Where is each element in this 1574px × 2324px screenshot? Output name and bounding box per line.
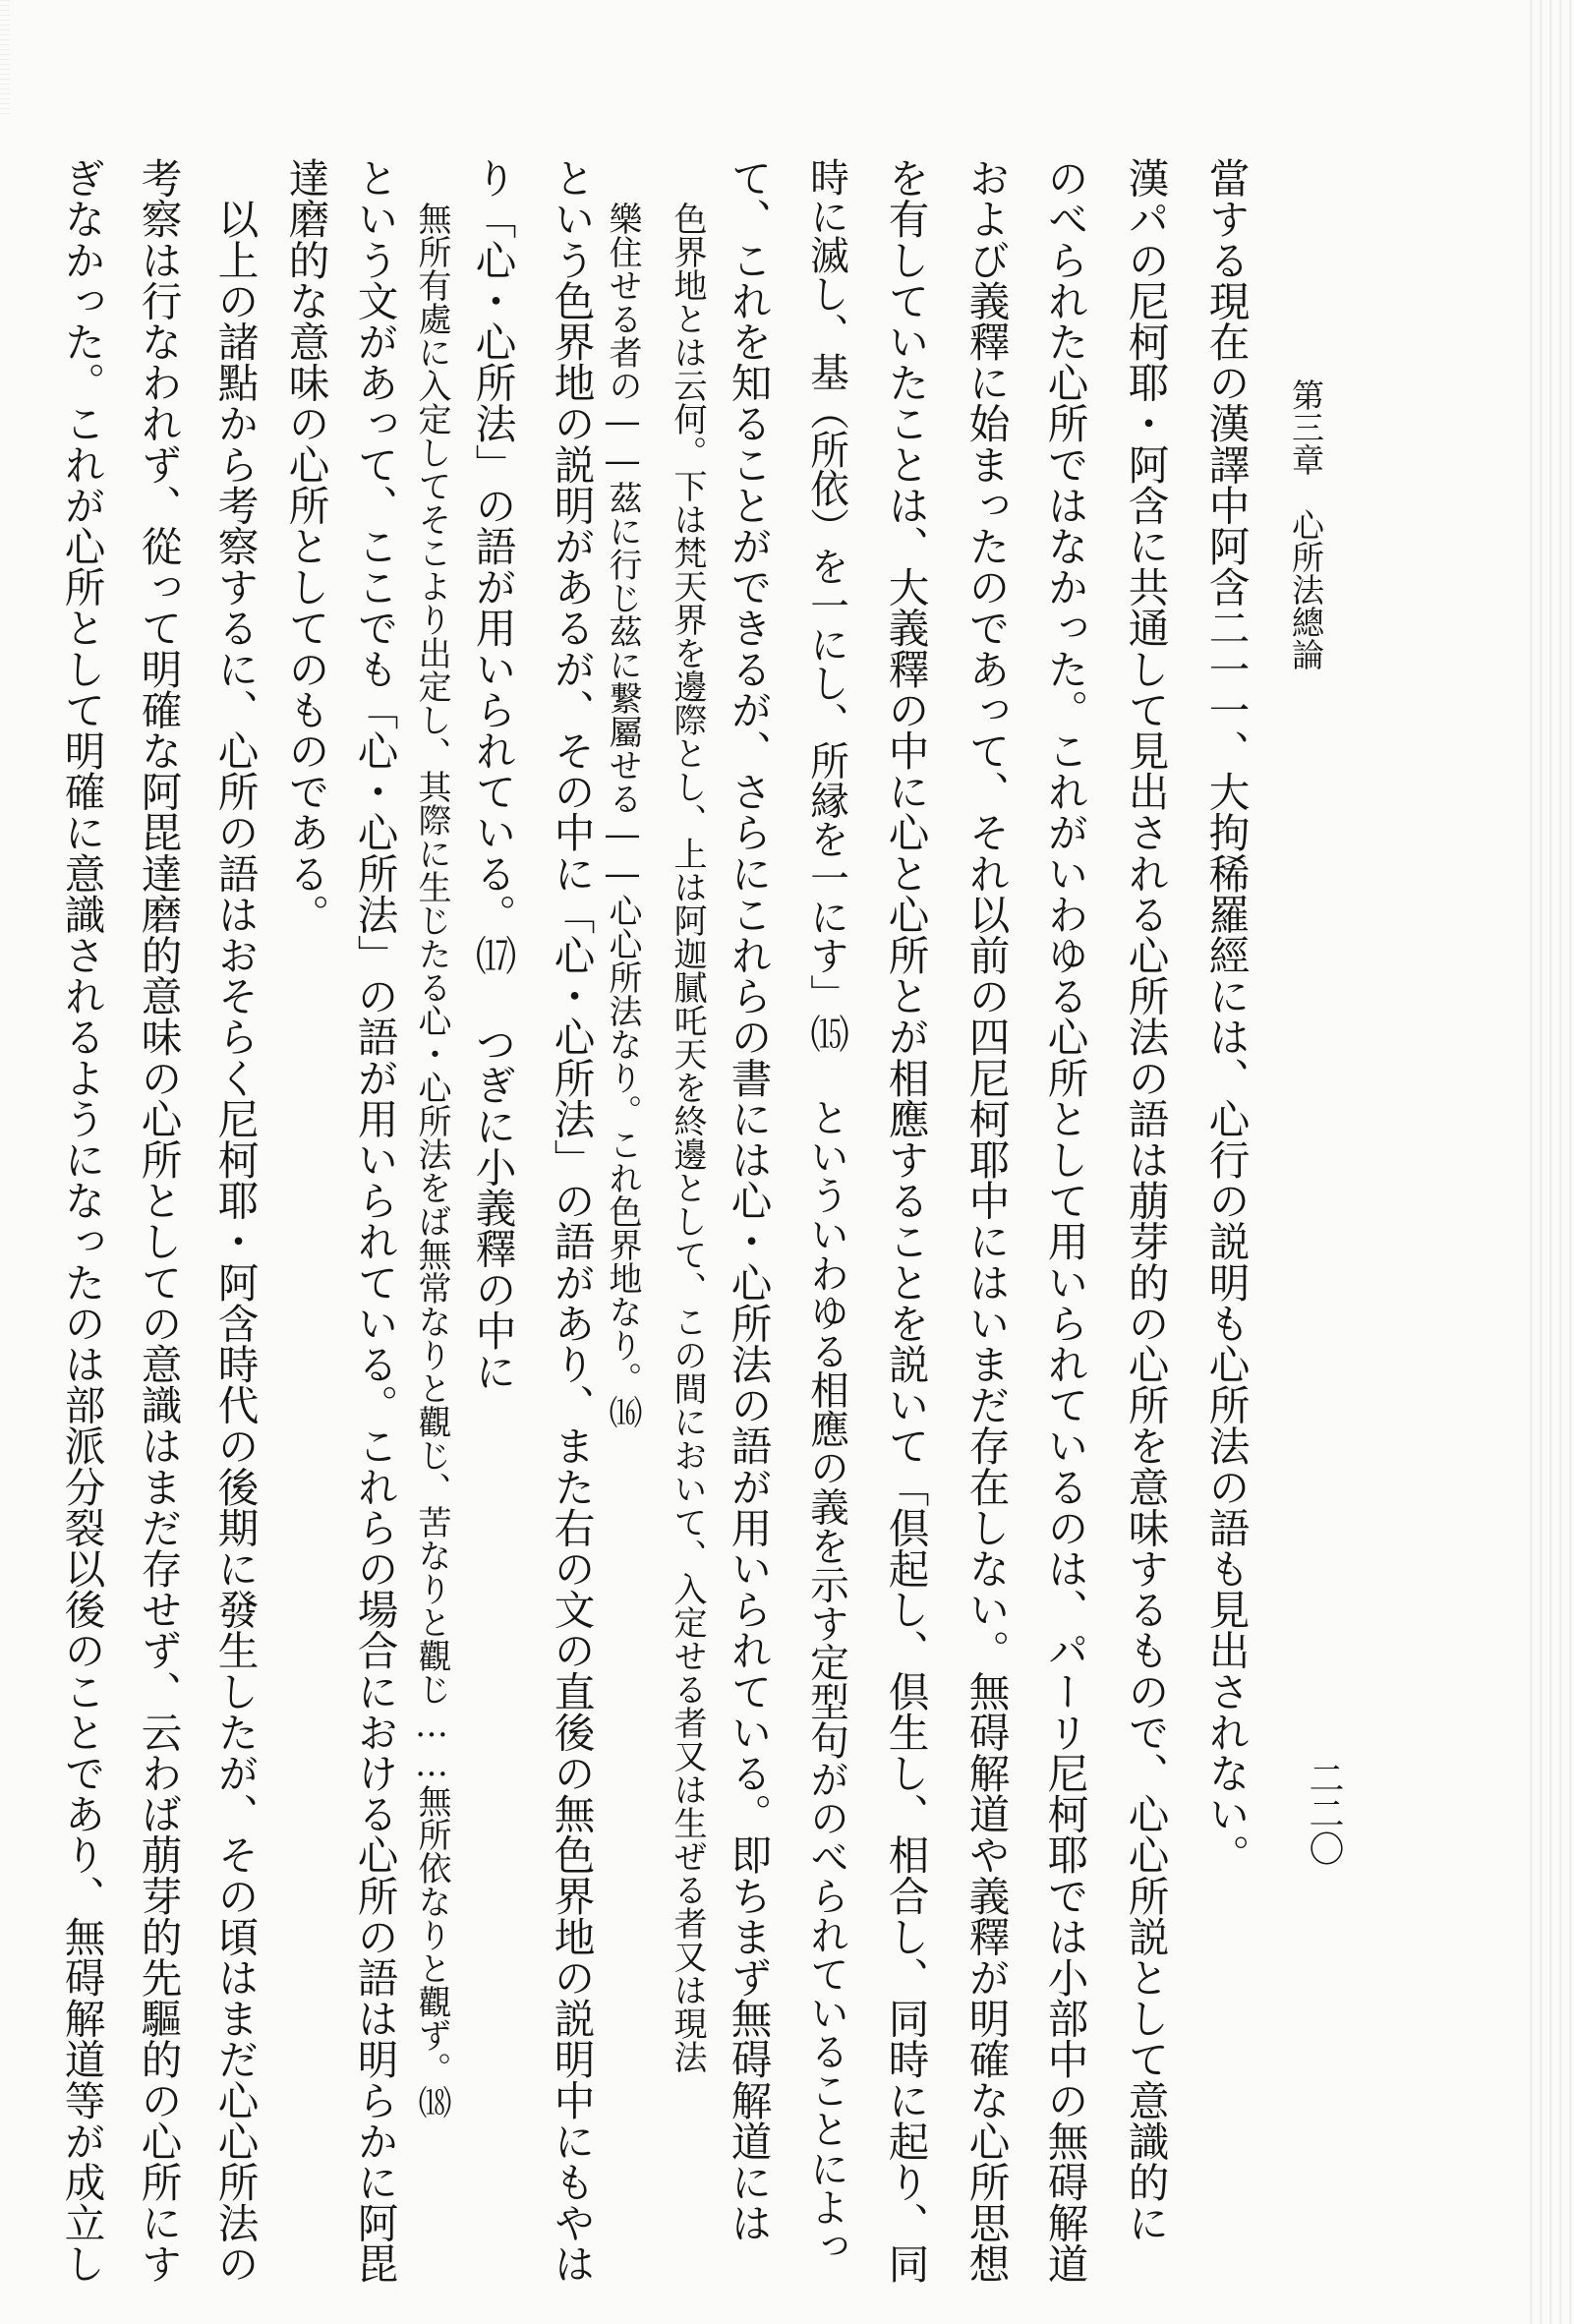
text-column-1: 當する現在の漢譯中阿含二一一、大拘稀羅經には、心行の説明も心所法の語も見出されない。 bbox=[1201, 157, 1251, 1876]
text-column-9: り「心・心所法」の語が用いられている。⒄ つぎに小義釋の中に bbox=[468, 157, 517, 1392]
scan-edge-left bbox=[0, 0, 10, 118]
text-column-7: て、これを知ることができるが、さらにこれらの書には心・心所法の語が用いられている。即ちまず無碍解道には bbox=[724, 157, 773, 2243]
text-column-14: ぎなかった。これが心所として明確に意識されるようになったのは部派分裂以後のことであり、無碍解道等が成立し bbox=[57, 157, 106, 2285]
text-column-6: 時に滅し、基（所依）を一にし、所縁を一にす」⒂ といういわゆる相應の義を示す定型句がのべられていることによっ bbox=[803, 157, 849, 2266]
text-column-3: のべられた心所ではなかった。これがいわゆる心所として用いられているのは、パーリ尼柯耶では小部中の無碍解道 bbox=[1040, 157, 1089, 2285]
quotation-column-1: 色界地とは云何。下は梵天界を邊際とし、上は阿迦膩吒天を終邊として、この間において、入定せる者又は生ぜる者又は現法 bbox=[668, 202, 707, 2073]
page-number: 二二〇 bbox=[1304, 1760, 1344, 1866]
text-column-5: を有していたことは、大義釋の中に心と心所とが相應することを説いて「倶起し、倶生し、相合し、同時に起り、同 bbox=[881, 157, 930, 2285]
book-spine-shadow bbox=[1523, 0, 1574, 2324]
quotation-column-3: 無所有處に入定してそこより出定し、其際に生じたる心・心所法をば無常なりと觀じ、苦なりと觀じ……無所依なりと觀ず。⒅ bbox=[412, 202, 451, 2119]
chapter-title: 第三章 心所法總論 bbox=[1287, 378, 1325, 670]
text-column-13: 考察は行なわれず、從って明確な阿毘達磨的意味の心所としての意識はまだ存せず、云わば萠芽的先驅的の心所にす bbox=[134, 157, 183, 2285]
text-column-4: および義釋に始まったのであって、それ以前の四尼柯耶中にはいまだ存在しない。無碍解道や義釋が明確な心所思想 bbox=[962, 157, 1011, 2285]
text-column-10: という文があって、ここでも「心・心所法」の語が用いられている。これらの場合における心所の語は明らかに阿毘 bbox=[350, 157, 399, 2285]
text-column-8: という色界地の説明があるが、その中に「心・心所法」の語があり、また右の文の直後の無色界地の説明中にもやは bbox=[547, 157, 596, 2285]
text-column-12: 以上の諸點から考察するに、心所の語はおそらく尼柯耶・阿含時代の後期に發生したが、その頃はまだ心心所法の bbox=[210, 157, 260, 2285]
text-column-2: 漢パの尼柯耶・阿含に共通して見出される心所法の語は萠芽的の心所を意味するもので、心心所説として意識的に bbox=[1121, 157, 1170, 2243]
quotation-column-2: 樂住せる者の――茲に行じ茲に繋屬せる――心心所法なり。これ色界地なり。⒃ bbox=[603, 202, 642, 1428]
text-column-11: 達磨的な意味の心所としてのものである。 bbox=[281, 157, 330, 935]
